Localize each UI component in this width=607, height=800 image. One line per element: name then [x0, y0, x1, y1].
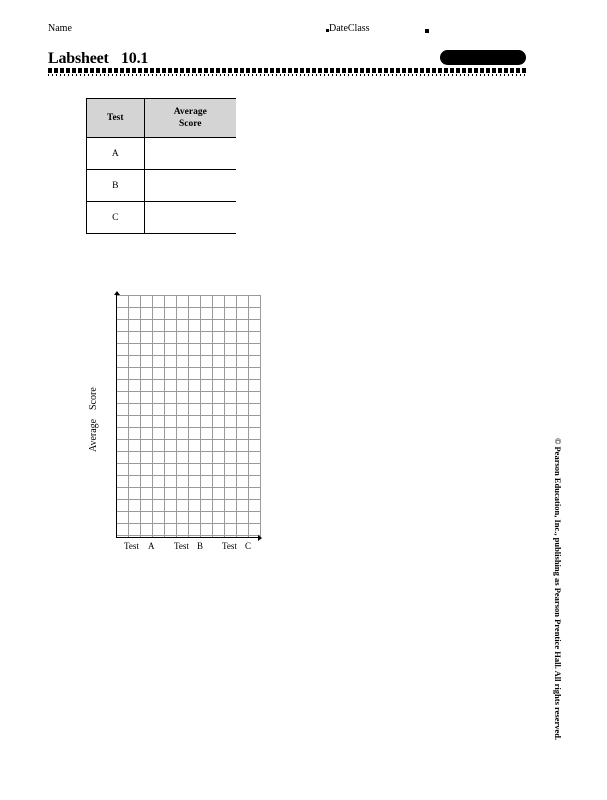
row-score-input[interactable]	[144, 170, 236, 202]
x-label-test-c-letter: C	[245, 541, 252, 551]
header-average-score-text: Average Score	[173, 107, 207, 129]
y-axis-label-score: Score	[88, 387, 99, 410]
x-axis-arrow-icon	[258, 535, 262, 541]
x-label-test-b-letter: B	[197, 541, 204, 551]
copyright-notice: © Pearson Education, Inc., publishing as Pearson Prentice Hall. All rights reserved.	[553, 438, 563, 741]
table-row	[87, 170, 237, 202]
row-test-cell: B	[87, 170, 145, 202]
table-row	[87, 138, 237, 170]
y-axis	[116, 293, 117, 538]
header-divider-2	[48, 74, 526, 76]
x-label-test-a-letter: A	[148, 541, 155, 551]
row-test-cell: A	[87, 138, 145, 170]
header-test: Test	[87, 99, 145, 138]
header-divider	[48, 68, 526, 73]
table-row	[87, 202, 237, 234]
x-label-test-c-word: Test	[222, 541, 237, 551]
labsheet-title: Labsheet	[48, 50, 109, 67]
labsheet-number: 10.1	[121, 50, 149, 67]
data-table	[86, 98, 236, 234]
x-label-test-a-word: Test	[124, 541, 139, 551]
title-banner-bar	[440, 50, 526, 65]
y-axis-label-average: Average	[88, 418, 99, 452]
table-header-row	[87, 99, 237, 138]
x-label-test-b-word: Test	[174, 541, 189, 551]
row-score-input[interactable]	[144, 138, 236, 170]
graph-grid[interactable]	[116, 295, 261, 538]
row-test-cell: C	[87, 202, 145, 234]
y-axis-arrow-icon	[114, 291, 120, 295]
x-axis	[116, 537, 260, 538]
row-score-input[interactable]	[144, 202, 236, 234]
bullet-marker-2	[425, 29, 429, 33]
header-average-score	[144, 99, 236, 138]
name-label: Name	[48, 23, 72, 34]
date-class-label: DateClass	[329, 23, 370, 34]
